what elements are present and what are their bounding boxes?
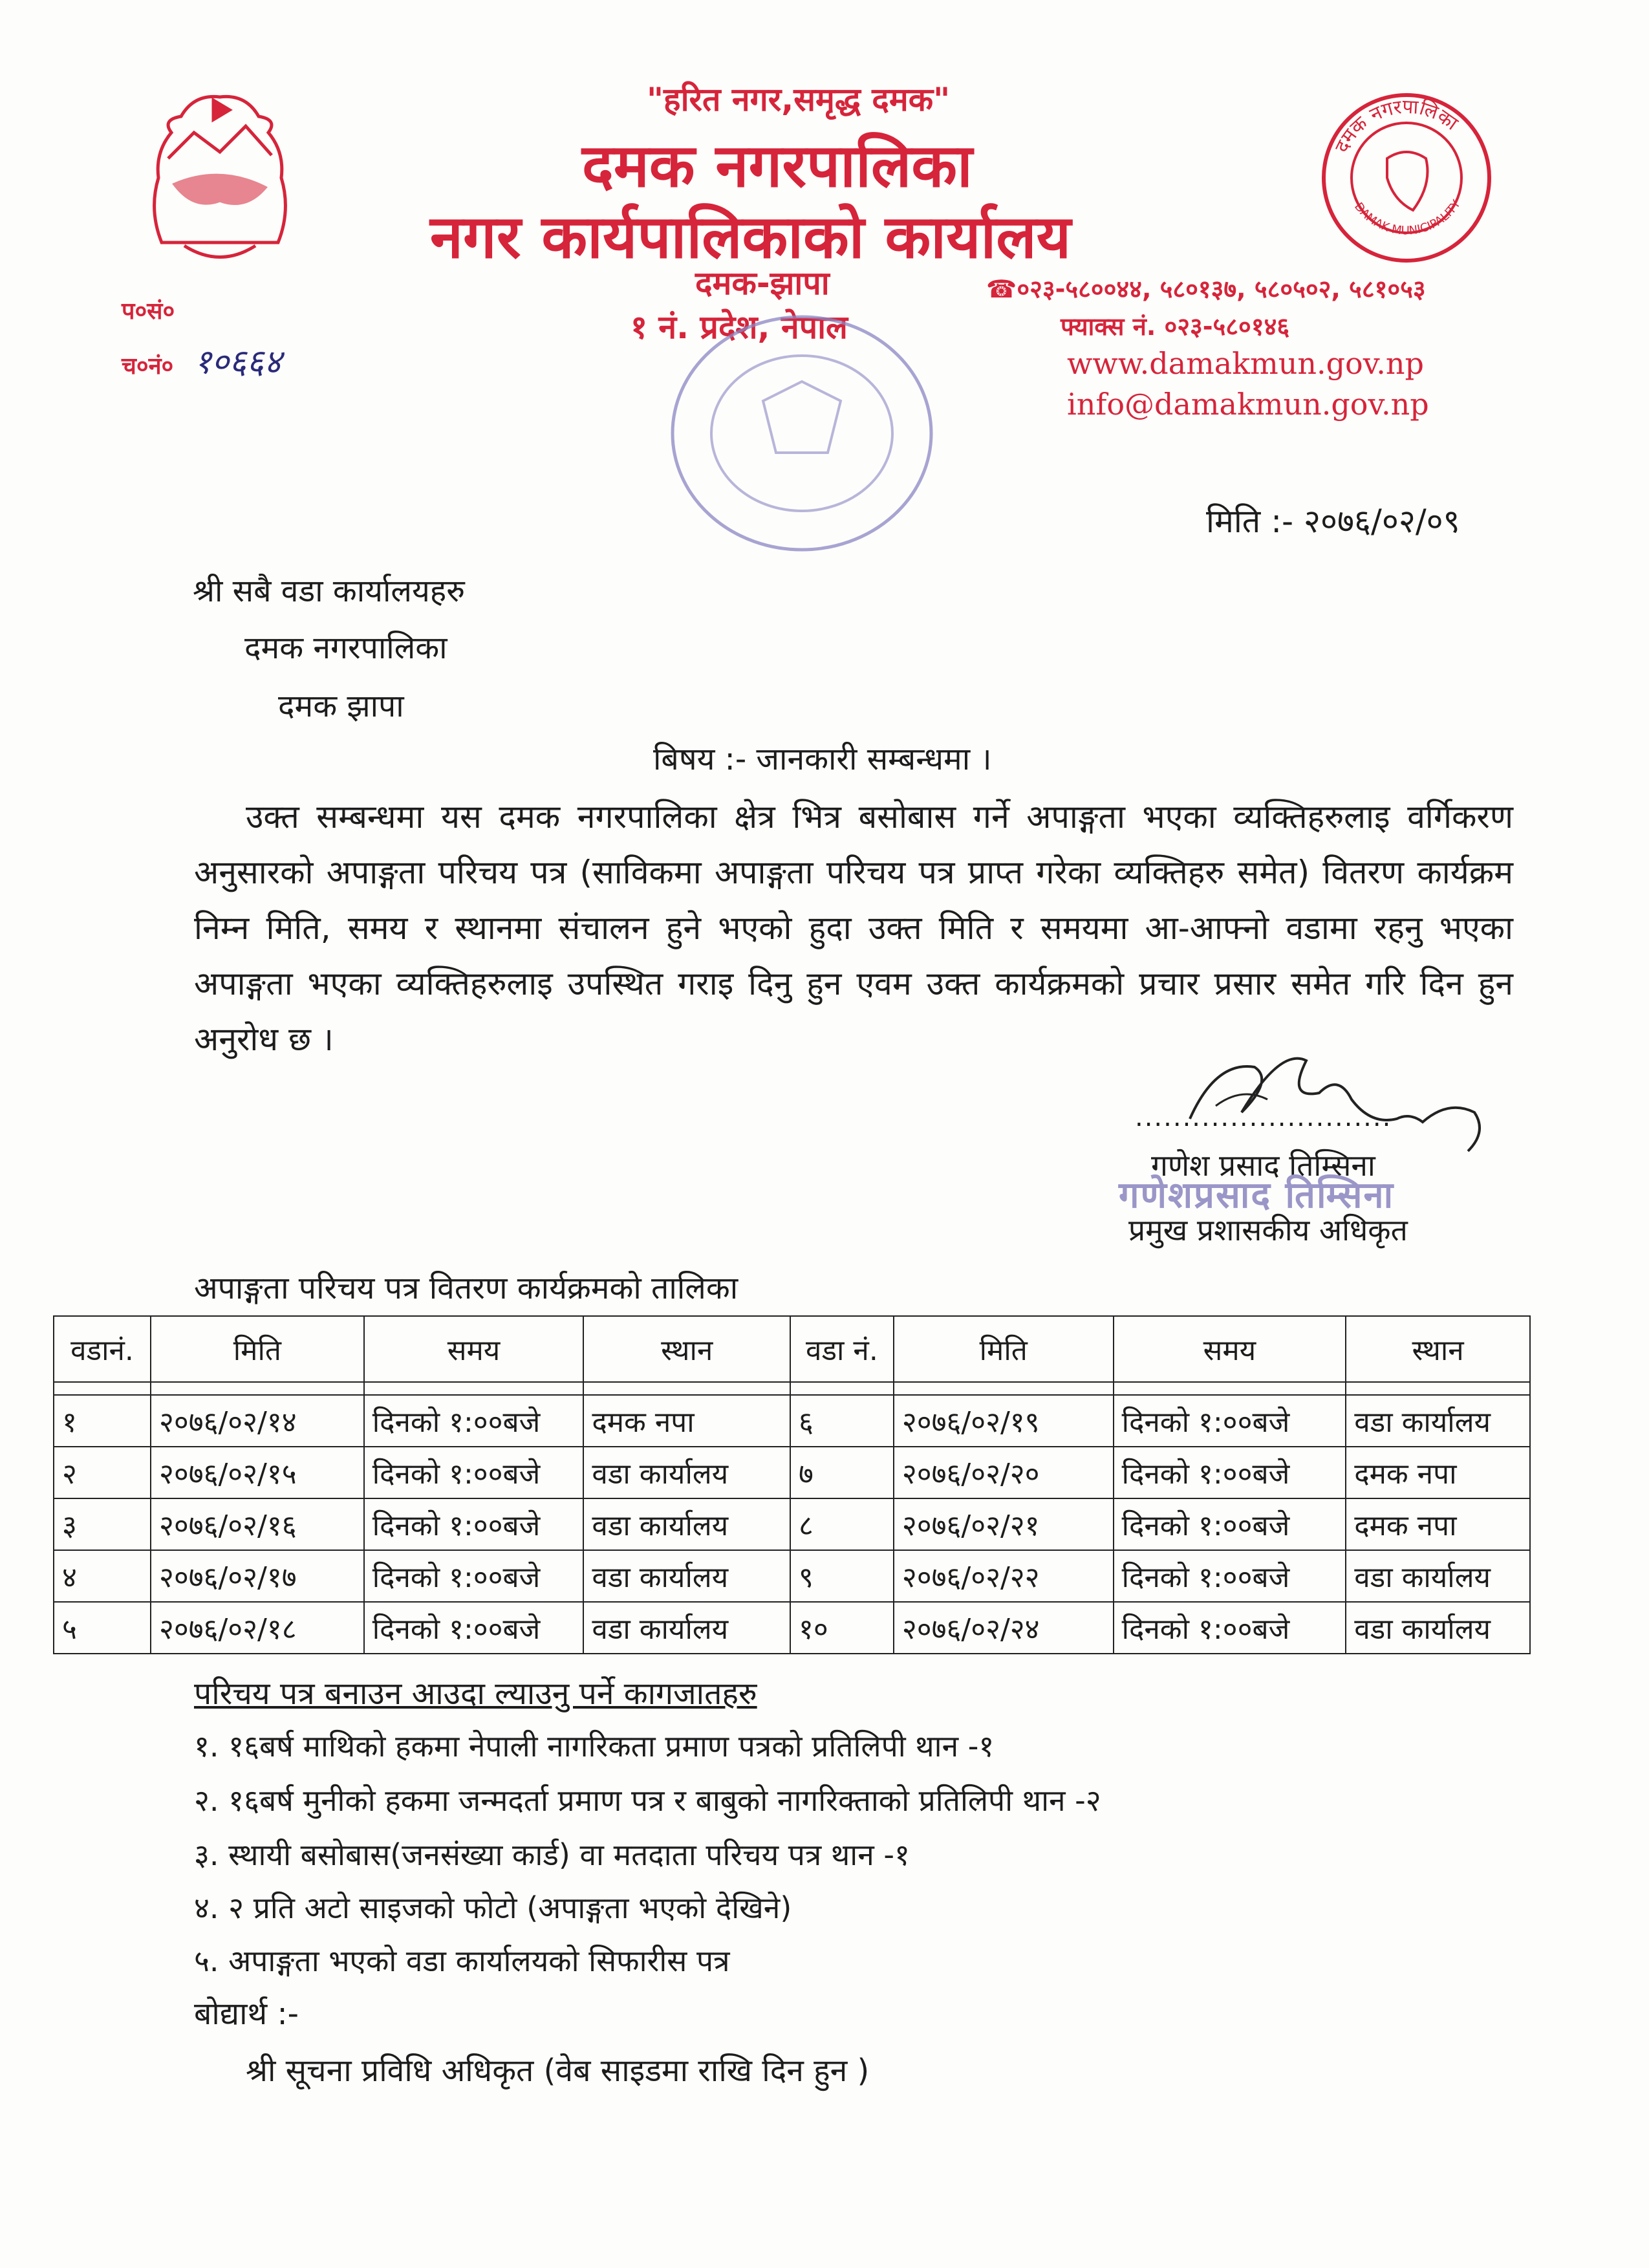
list-item: १. १६बर्ष माथिको हकमा नेपाली नागरिकता प्रमाण पत्रको प्रतिलिपी थान -१ <box>194 1729 995 1764</box>
table-cell: वडा कार्यालय <box>583 1447 790 1498</box>
letter-date: मिति :- २०७६/०२/०९ <box>1206 502 1460 540</box>
table-cell: ३ <box>54 1498 151 1550</box>
cc-recipient: श्री सूचना प्रविधि अधिकृत (वेब साइडमा राखि दिन हुन ) <box>246 2053 870 2089</box>
table-cell: दमक नपा <box>1346 1447 1530 1498</box>
table-cell: ७ <box>790 1447 894 1498</box>
table-cell: २ <box>54 1447 151 1498</box>
table-cell: १० <box>790 1602 894 1654</box>
office-stamp-icon <box>653 304 951 563</box>
table-row <box>54 1395 1530 1447</box>
table-cell: दिनको १:००बजे <box>364 1395 584 1447</box>
header-date: मिति <box>151 1316 364 1382</box>
table-cell: दिनको १:००बजे <box>364 1447 584 1498</box>
recipient-line-3: दमक झापा <box>278 688 404 724</box>
slogan: "हरित नगर,समृद्ध दमक" <box>647 81 951 118</box>
table-cell: वडा कार्यालय <box>1346 1395 1530 1447</box>
list-item: २. १६बर्ष मुनीको हकमा जन्मदर्ता प्रमाण पत्र र बाबुको नागरिक्ताको प्रतिलिपी थान -२ <box>194 1783 1101 1818</box>
signatory-name: गणेश प्रसाद तिम्सिना <box>1151 1148 1375 1183</box>
signatory-post: प्रमुख प्रशासकीय अधिकृत <box>1128 1213 1408 1247</box>
header-time-2: समय <box>1114 1316 1346 1382</box>
table-cell: २०७६/०२/२२ <box>894 1550 1114 1602</box>
table-cell: ५ <box>54 1602 151 1654</box>
chalani-label: च०नं० <box>122 353 174 380</box>
table-cell: १ <box>54 1395 151 1447</box>
table-cell: वडा कार्यालय <box>583 1498 790 1550</box>
office-province: १ नं. प्रदेश, नेपाल <box>630 308 848 346</box>
municipality-seal-icon <box>1316 87 1497 268</box>
svg-text:दमक नगरपालिका: दमक नगरपालिका <box>1330 95 1462 157</box>
header-venue-2: स्थान <box>1346 1316 1530 1382</box>
header-date-2: मिति <box>894 1316 1114 1382</box>
table-cell: २०७६/०२/२१ <box>894 1498 1114 1550</box>
office-place: दमक-झापा <box>695 265 830 302</box>
table-cell: दिनको १:००बजे <box>1114 1602 1346 1654</box>
table-cell: ९ <box>790 1550 894 1602</box>
table-cell: दिनको १:००बजे <box>1114 1447 1346 1498</box>
table-row <box>54 1498 1530 1550</box>
table-cell: ८ <box>790 1498 894 1550</box>
header-venue: स्थान <box>583 1316 790 1382</box>
header-time: समय <box>364 1316 584 1382</box>
bodhartha-label: बोद्यार्थ :- <box>194 1996 299 2032</box>
table-cell: वडा कार्यालय <box>1346 1550 1530 1602</box>
signatory-name-stamp: गणेशप्रसाद तिम्सिना <box>1119 1174 1395 1216</box>
table-cell: ६ <box>790 1395 894 1447</box>
table-cell: दिनको १:००बजे <box>1114 1395 1346 1447</box>
letter-subject: बिषय :- जानकारी सम्बन्धमा । <box>653 741 992 777</box>
table-cell: २०७६/०२/१५ <box>151 1447 364 1498</box>
table-cell: २०७६/०२/१४ <box>151 1395 364 1447</box>
table-cell: वडा कार्यालय <box>583 1602 790 1654</box>
email-link[interactable]: info@damakmun.gov.np <box>1067 387 1429 422</box>
recipient-line-1: श्री सबै वडा कार्यालयहरु <box>193 573 465 609</box>
table-cell: २०७६/०२/१६ <box>151 1498 364 1550</box>
schedule-title: अपाङ्गता परिचय पत्र वितरण कार्यक्रमको तालिका <box>194 1270 738 1306</box>
table-row <box>54 1602 1530 1654</box>
municipality-name: दमक नगरपालिका <box>582 131 973 200</box>
table-cell: २०७६/०२/१९ <box>894 1395 1114 1447</box>
nepal-emblem-icon <box>123 81 317 275</box>
phone-numbers: ☎०२३-५८००४४, ५८०१३७, ५८०५०२, ५८१०५३ <box>986 275 1426 303</box>
header-ward-no: वडानं. <box>54 1316 151 1382</box>
table-cell: २०७६/०२/२० <box>894 1447 1114 1498</box>
svg-text:DAMAK MUNICIPALITY: DAMAK MUNICIPALITY <box>1352 197 1463 238</box>
office-name: नगर कार्यपालिकाको कार्यालय <box>430 202 1072 272</box>
chalani-number: १०६६४ <box>194 343 282 382</box>
list-item: ४. २ प्रति अटो साइजको फोटो (अपाङ्गता भएको देखिने) <box>194 1890 792 1925</box>
schedule-header-row <box>54 1316 1530 1382</box>
fax-number: फ्याक्स नं. ०२३-५८०१४६ <box>1061 312 1290 341</box>
table-row <box>54 1550 1530 1602</box>
table-cell: दमक नपा <box>1346 1498 1530 1550</box>
table-cell: दिनको १:००बजे <box>364 1602 584 1654</box>
table-cell: दिनको १:००बजे <box>1114 1498 1346 1550</box>
table-cell: दमक नपा <box>583 1395 790 1447</box>
table-cell: २०७६/०२/१८ <box>151 1602 364 1654</box>
list-item: ५. अपाङ्गता भएको वडा कार्यालयको सिफारीस पत्र <box>194 1943 730 1978</box>
table-cell: दिनको १:००बजे <box>364 1498 584 1550</box>
handwritten-signature-icon <box>1177 1022 1513 1164</box>
table-cell: ४ <box>54 1550 151 1602</box>
table-row <box>54 1447 1530 1498</box>
signature-line: ........................... <box>1135 1103 1392 1132</box>
schedule-table <box>53 1315 1531 1654</box>
table-cell: वडा कार्यालय <box>583 1550 790 1602</box>
table-cell: २०७६/०२/१७ <box>151 1550 364 1602</box>
patra-sankhya-label: प०सं० <box>122 298 175 325</box>
header-ward-no-2: वडा नं. <box>790 1316 894 1382</box>
recipient-line-2: दमक नगरपालिका <box>244 630 447 666</box>
table-cell: वडा कार्यालय <box>1346 1602 1530 1654</box>
required-documents-title: परिचय पत्र बनाउन आउदा ल्याउनु पर्ने कागजातहरु <box>194 1676 757 1712</box>
letter-body: उक्त सम्बन्धमा यस दमक नगरपालिका क्षेत्र भित्र बसोबास गर्ने अपाङ्गता भएका व्यक्तिहरुलाइ वर्गिकरण अनुसारको अपाङ्गता परिचय पत्र (साविकमा अपाङ्गता परिचय पत्र प्राप्त गरेका व्यक्तिहरु समेत) वितरण कार्यक्रम निम्न मिति, समय र स्थानमा संचालन हुने भएको हुदा उक्त मिति र समयमा आ-आफ्नो वडामा रहनु भएका अपाङ्गता भएका व्यक्तिहरुलाइ उपस्थित गराइ दिनु हुन एवम उक्त कार्यक्रमको प्रचार प्रसार समेत गरि दिन हुन अनुरोध छ । <box>194 798 1513 1058</box>
list-item: ३. स्थायी बसोबास(जनसंख्या कार्ड) वा मतदाता परिचय पत्र थान -१ <box>194 1837 910 1872</box>
table-cell: २०७६/०२/२४ <box>894 1602 1114 1654</box>
website-link[interactable]: www.damakmun.gov.np <box>1067 346 1424 381</box>
table-cell: दिनको १:००बजे <box>1114 1550 1346 1602</box>
table-cell: दिनको १:००बजे <box>364 1550 584 1602</box>
